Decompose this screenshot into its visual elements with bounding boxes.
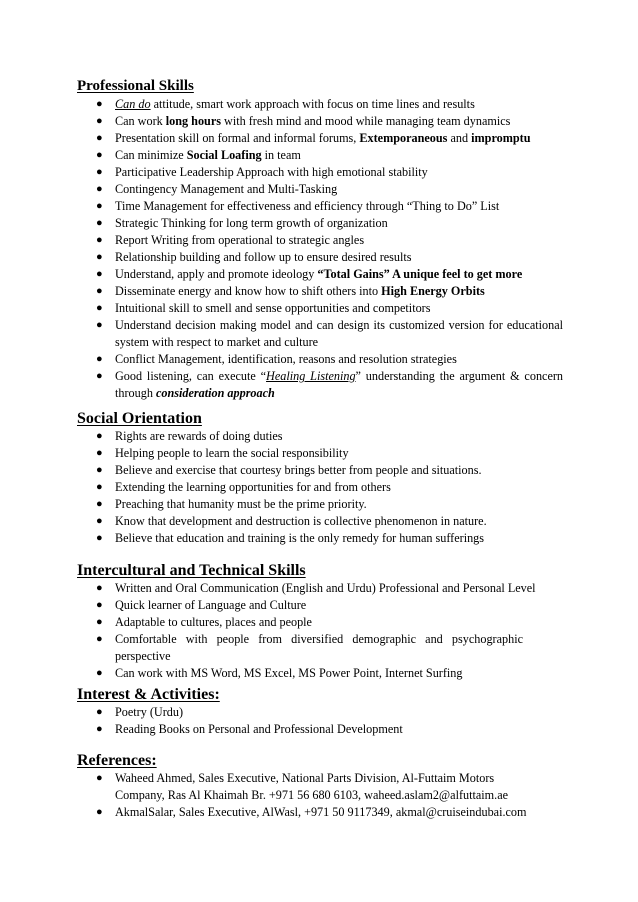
social-orientation-section — [77, 409, 563, 547]
professional-skills-heading: Professional Skills — [77, 78, 194, 94]
bullet-icon: ● — [96, 464, 103, 476]
references-list — [77, 770, 563, 821]
list-item: ● Rights are rewards of doing duties — [96, 429, 283, 443]
list-item: ● Helping people to learn the social responsibility — [96, 446, 349, 460]
list-item: ● Understand decision making model and can design its customized version for educational system with respect to market and culture — [96, 318, 563, 349]
professional-skills-list — [77, 96, 563, 402]
bullet-icon: ● — [96, 234, 103, 246]
bullet-icon: ● — [96, 515, 103, 527]
bullet-icon: ● — [96, 806, 103, 818]
bullet-icon: ● — [96, 251, 103, 263]
bullet-icon: ● — [96, 132, 103, 144]
references-section — [77, 751, 563, 821]
bullet-icon: ● — [96, 166, 103, 178]
interest-activities-section — [77, 685, 563, 738]
list-item: ● Quick learner of Language and Culture — [96, 598, 307, 612]
list-item: ● Believe that education and training is the only remedy for human sufferings — [96, 531, 485, 545]
list-item: ● Report Writing from operational to strategic angles — [96, 233, 365, 247]
bullet-icon: ● — [96, 183, 103, 195]
bullet-icon: ● — [96, 633, 103, 645]
bullet-icon: ● — [96, 706, 103, 718]
intercultural-skills-list — [77, 580, 563, 682]
bullet-icon: ● — [96, 616, 103, 628]
interest-activities-heading: Interest & Activities: — [77, 686, 220, 703]
list-item: ● Written and Oral Communication (English and Urdu) Professional and Personal Level — [96, 581, 536, 595]
list-item: ● Good listening, can execute “Healing Listening” understanding the argument & concern through consideration approach — [96, 369, 564, 400]
list-item: ● Understand, apply and promote ideology “Total Gains” A unique feel to get more — [96, 267, 523, 281]
bullet-icon: ● — [96, 532, 103, 544]
list-item: ● Extending the learning opportunities for and from others — [96, 480, 391, 494]
bullet-icon: ● — [96, 285, 103, 297]
list-item: ● Preaching that humanity must be the prime priority. — [96, 497, 367, 511]
intercultural-skills-heading: Intercultural and Technical Skills — [77, 562, 306, 579]
bullet-icon: ● — [96, 772, 103, 784]
list-item: ● Adaptable to cultures, places and people — [96, 615, 312, 629]
list-item: ● Conflict Management, identification, reasons and resolution strategies — [96, 352, 457, 366]
bullet-icon: ● — [96, 447, 103, 459]
bullet-icon: ● — [96, 149, 103, 161]
list-item: ● Can minimize Social Loafing in team — [96, 148, 301, 162]
bullet-icon: ● — [96, 98, 103, 110]
list-item: ● Can work with MS Word, MS Excel, MS Power Point, Internet Surfing — [96, 666, 463, 680]
bullet-icon: ● — [96, 582, 103, 594]
references-heading: References: — [77, 752, 157, 769]
list-item: ● Poetry (Urdu) — [96, 705, 184, 719]
bullet-icon: ● — [96, 370, 103, 382]
list-item: ● Contingency Management and Multi-Tasking — [96, 182, 338, 196]
bullet-icon: ● — [96, 302, 103, 314]
bullet-icon: ● — [96, 319, 103, 331]
list-item: ● Waheed Ahmed, Sales Executive, National Parts Division, Al-Futtaim Motors Company, Ras Al Khaimah Br. +971 56 680 6103, waheed.aslam2@alfuttaim.ae — [96, 771, 509, 802]
list-item: ● Can do attitude, smart work approach with focus on time lines and results — [96, 97, 475, 111]
intercultural-skills-section — [77, 561, 563, 682]
list-item: ● Believe and exercise that courtesy brings better from people and situations. — [96, 463, 482, 477]
list-item: ● Reading Books on Personal and Professional Development — [96, 722, 403, 736]
list-item: ● Disseminate energy and know how to shift others into High Energy Orbits — [96, 284, 485, 298]
list-item: ● Presentation skill on formal and informal forums, Extemporaneous and impromptu — [96, 131, 531, 145]
list-item: ● Relationship building and follow up to ensure desired results — [96, 250, 412, 264]
bullet-icon: ● — [96, 115, 103, 127]
social-orientation-list — [77, 428, 563, 547]
bullet-icon: ● — [96, 498, 103, 510]
social-orientation-heading: Social Orientation — [77, 410, 202, 427]
list-item: ● Know that development and destruction is collective phenomenon in nature. — [96, 514, 487, 528]
bullet-icon: ● — [96, 200, 103, 212]
list-item: ● Participative Leadership Approach with high emotional stability — [96, 165, 428, 179]
bullet-icon: ● — [96, 667, 103, 679]
bullet-icon: ● — [96, 723, 103, 735]
list-item: ● Can work long hours with fresh mind and mood while managing team dynamics — [96, 114, 511, 128]
bullet-icon: ● — [96, 599, 103, 611]
bullet-icon: ● — [96, 430, 103, 442]
list-item: ● Intuitional skill to smell and sense opportunities and competitors — [96, 301, 431, 315]
professional-skills-section — [77, 77, 563, 402]
list-item: ● Strategic Thinking for long term growth of organization — [96, 216, 388, 230]
list-item: ● Comfortable with people from diversified demographic and psychographic perspective — [96, 632, 523, 663]
interest-activities-list — [77, 704, 563, 738]
bullet-icon: ● — [96, 268, 103, 280]
bullet-icon: ● — [96, 353, 103, 365]
bullet-icon: ● — [96, 217, 103, 229]
list-item: ● Time Management for effectiveness and efficiency through “Thing to Do” List — [96, 199, 500, 213]
bullet-icon: ● — [96, 481, 103, 493]
list-item: ● AkmalSalar, Sales Executive, AlWasl, +971 50 9117349, akmal@cruiseindubai.com — [96, 805, 527, 819]
